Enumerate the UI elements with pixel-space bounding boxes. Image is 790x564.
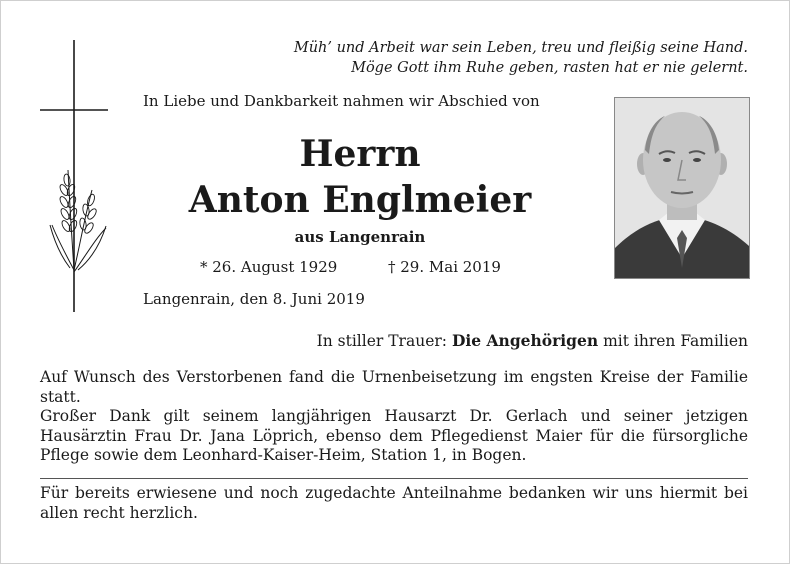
mourners-bold: Die Angehörigen: [451, 331, 599, 350]
mourners-prefix: In stiller Trauer:: [316, 332, 452, 350]
deceased-name: Anton Englmeier: [188, 179, 532, 221]
mourners-suffix: mit ihren Familien: [598, 332, 748, 350]
motto-line-1: Müh’ und Arbeit war sein Leben, treu und fleißig seine Hand.: [293, 40, 748, 56]
salutation: Herrn: [299, 133, 421, 175]
death-date: † 29. Mai 2019: [388, 258, 501, 276]
mourners-line: [300, 331, 748, 350]
paragraph-urn: Auf Wunsch des Verstorbenen fand die Urnenbeisetzung im engsten Kreise der Familie statt.: [40, 368, 748, 406]
motto-line-2: Möge Gott ihm Ruhe geben, rasten hat er nie gelernt.: [351, 60, 748, 76]
portrait-photo: [614, 97, 750, 279]
cross-with-wheat-icon: [36, 40, 112, 312]
intro-text: In Liebe und Dankbarkeit nahmen wir Abschied von: [143, 92, 540, 110]
paragraph-closing: Für bereits erwiesene und noch zugedachte Anteilnahme bedanken wir uns hiermit bei allen recht herzlich.: [40, 484, 748, 522]
paragraph-thanks: Großer Dank gilt seinem langjährigen Hausarzt Dr. Gerlach und seiner jetzigen Hausärztin Frau Dr. Jana Löprich, ebenso dem Pflegedienst Maier für die fürsorgliche Pflege sowie dem Leonhard-Kaiser-Heim, Station 1, in Bogen.: [40, 407, 748, 464]
origin: aus Langenrain: [294, 228, 426, 246]
place-date: Langenrain, den 8. Juni 2019: [143, 290, 365, 308]
birth-date: * 26. August 1929: [200, 258, 338, 276]
divider: [40, 478, 748, 479]
